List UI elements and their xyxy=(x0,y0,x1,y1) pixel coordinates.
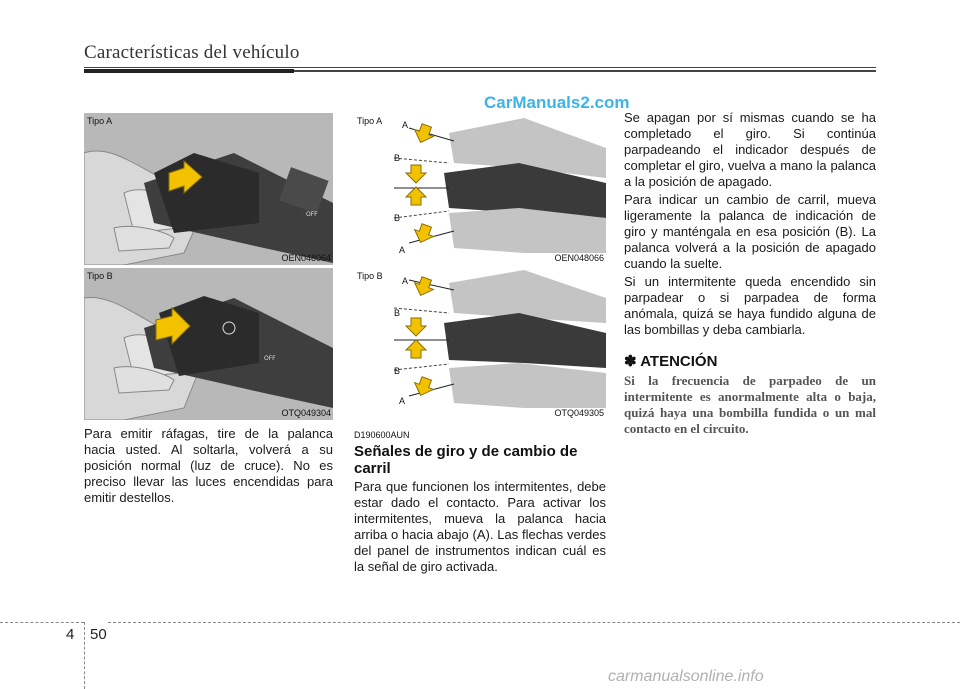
stalk-illustration xyxy=(84,113,333,265)
footer-divider xyxy=(84,622,85,689)
arrow-down-icon xyxy=(411,375,436,399)
figure-marker: B xyxy=(394,153,401,163)
section-code: D190600AUN xyxy=(354,430,410,440)
chapter-number: 4 xyxy=(66,626,75,643)
arrow-down-icon xyxy=(406,187,426,205)
paragraph: Si un intermitente queda encendido sin parpadear o si parpadea de forma anómala, quizá se haya fundido alguna de las bombillas y deba cambiarla. xyxy=(624,274,876,337)
section-heading: Señales de giro y de cambio de carril xyxy=(354,443,578,477)
paragraph: Se apagan por sí mismas cuando se ha completado el giro. Si continúa parpadeando el indicador después de completar el giro, vuelva a mano la palanca a la posición de apagado. xyxy=(624,110,876,189)
arrow-down-icon xyxy=(406,340,426,358)
footer-rule xyxy=(108,622,960,623)
header-rule xyxy=(84,67,876,68)
figure-label: Tipo B xyxy=(357,271,383,281)
figure-label: Tipo A xyxy=(87,116,113,126)
note-text: Si la frecuencia de parpadeo de un intermitente es anormalmente alta o baja, quizá haya una bombilla fundida o un mal contacto en el circuito. xyxy=(624,373,876,436)
figure-marker: A xyxy=(399,245,406,255)
page-header-title: Características del vehículo xyxy=(84,42,300,63)
figure-turn-signal-type-a xyxy=(354,113,606,265)
arrow-up-icon xyxy=(411,275,436,299)
arrow-down-icon xyxy=(411,222,436,246)
footer-rule xyxy=(0,622,84,623)
svg-text:OFF: OFF xyxy=(306,211,318,218)
header-rule-accent xyxy=(84,69,294,73)
figure-label: Tipo B xyxy=(87,271,113,281)
flash-paragraph: Para emitir ráfagas, tire de la palanca hacia usted. Al soltarla, volverá a su posición normal (luz de cruce). No es preciso llevar las luces encendidas para emitir destellos. xyxy=(84,426,333,505)
arrow-up-icon xyxy=(406,318,426,336)
note-title: ATENCIÓN xyxy=(640,353,718,370)
figure-code: OEN048066 xyxy=(554,253,604,263)
figure-stalk-flash-type-a xyxy=(84,113,333,265)
asterisk-icon: ✽ xyxy=(624,353,637,370)
site-watermark[interactable]: carmanualsonline.info xyxy=(608,668,764,685)
figure-stalk-flash-type-b xyxy=(84,268,333,420)
right-column xyxy=(624,110,876,437)
figure-marker: B xyxy=(394,366,401,376)
svg-text:OFF: OFF xyxy=(264,355,276,362)
stalk-positions-illustration xyxy=(354,268,606,420)
figure-code: OTQ049305 xyxy=(554,408,604,418)
figure-marker: A xyxy=(402,276,409,286)
stalk-illustration xyxy=(84,268,333,420)
paragraph: Para indicar un cambio de carril, mueva ligeramente la palanca de indicación de giro y manténgala en esa posición (B). La palanca volverá a la posición de apagado cuando la suelte. xyxy=(624,192,876,271)
figure-label: Tipo A xyxy=(357,116,383,126)
note-box xyxy=(624,352,876,437)
figure-code: OTQ049304 xyxy=(281,408,331,418)
header-rule-bar xyxy=(294,70,876,72)
watermark-link[interactable]: CarManuals2.com xyxy=(484,93,630,112)
arrow-up-icon xyxy=(411,122,436,146)
figure-marker: A xyxy=(402,120,409,130)
arrow-up-icon xyxy=(406,165,426,183)
note-heading xyxy=(624,352,876,370)
stalk-positions-illustration xyxy=(354,113,606,265)
turn-signal-paragraph: Para que funcionen los intermitentes, debe estar dado el contacto. Para activar los intermitentes, mueva la palanca hacia arriba o hacia abajo (A). Las flechas verdes del panel de instrumentos indican cuál es la señal de giro activada. xyxy=(354,479,606,574)
figure-marker: A xyxy=(399,396,406,406)
page-number: 50 xyxy=(90,626,107,643)
figure-turn-signal-type-b xyxy=(354,268,606,420)
figure-code: OEN048064 xyxy=(281,253,331,263)
figure-marker: B xyxy=(394,308,401,318)
figure-marker: B xyxy=(394,213,401,223)
